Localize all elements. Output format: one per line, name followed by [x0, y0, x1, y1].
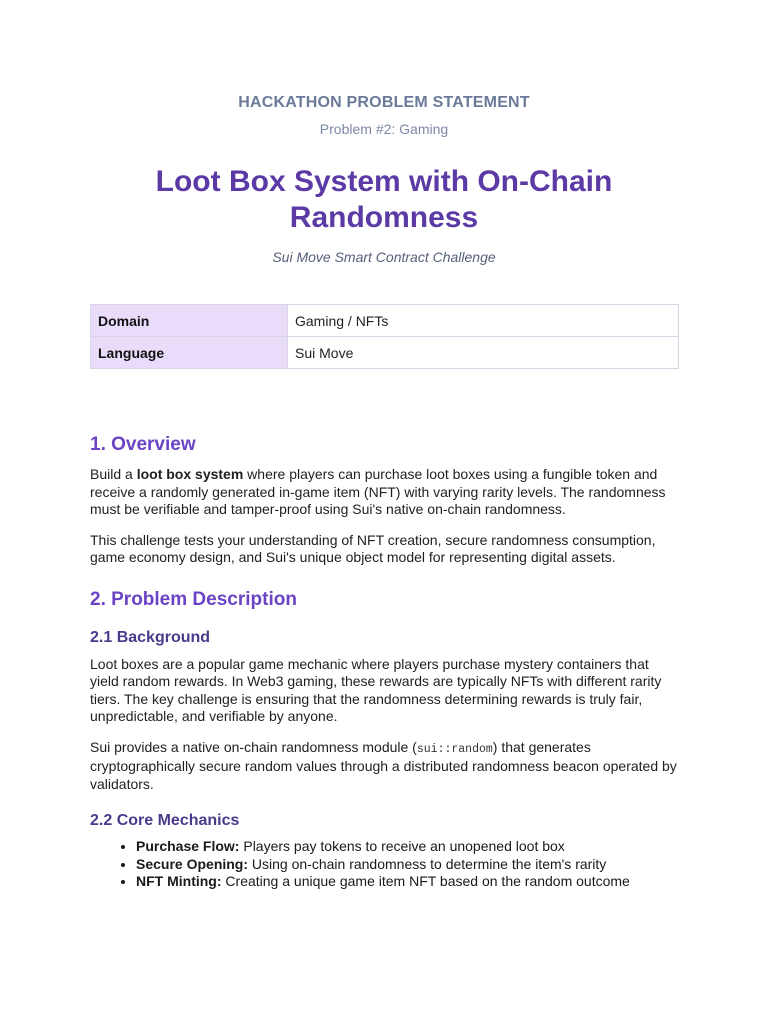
- list-item-label: NFT Minting:: [136, 873, 222, 889]
- table-row: [91, 305, 679, 337]
- meta-value-domain: Gaming / NFTs: [288, 305, 679, 337]
- list-item: [136, 873, 680, 891]
- core-mechanics-list: [90, 838, 680, 891]
- list-item-text: Creating a unique game item NFT based on the random outcome: [221, 873, 630, 889]
- meta-table: [90, 304, 679, 369]
- bold-term: loot box system: [136, 466, 244, 482]
- text-run: Build a: [90, 466, 137, 482]
- list-item-label: Secure Opening:: [136, 855, 249, 872]
- background-paragraph-1: Loot boxes are a popular game mechanic where players purchase mystery containers that yield random rewards. In Web3 gaming, these rewards are typically NFTs with different rarity tiers. The key challenge is ensuring that the randomness determining rewards is truly fair, unpredictable, and verifiable by anyone.: [90, 655, 662, 724]
- list-item-text: Using on-chain randomness to determine the item's rarity: [248, 855, 607, 872]
- background-paragraph-2: [90, 739, 680, 794]
- list-item: [136, 838, 680, 856]
- section-heading-problem-description: 2. Problem Description: [90, 588, 297, 610]
- subsection-heading-background: 2.1 Background: [90, 628, 211, 646]
- subsection-heading-core-mechanics: 2.2 Core Mechanics: [90, 812, 240, 829]
- overview-paragraph-1: [90, 466, 680, 519]
- text-run: where players can purchase loot boxes using a fungible token and receive a randomly generated in-game item (NFT) with varying rarity levels. The randomness must be verifiable and tamper-proof using Sui's native on-chain randomness.: [90, 466, 666, 517]
- meta-key-domain: Domain: [91, 305, 288, 337]
- list-item-label: Purchase Flow:: [136, 838, 240, 854]
- problem-number: Problem #2: Gaming: [319, 121, 449, 137]
- page-subtitle: Sui Move Smart Contract Challenge: [272, 249, 496, 265]
- overview-paragraph-2: This challenge tests your understanding of NFT creation, secure randomness consumption, game economy design, and Sui's unique object model for representing digital assets.: [90, 531, 656, 565]
- table-row: [91, 337, 679, 369]
- section-heading-overview: 1. Overview: [90, 434, 196, 455]
- document-kicker: HACKATHON PROBLEM STATEMENT: [238, 94, 530, 111]
- text-run: ) that generates cryptographically secure random values through a distributed randomness beacon operated by validators.: [90, 738, 677, 792]
- page-title: Loot Box System with On-Chain Randomness: [155, 165, 613, 234]
- meta-value-language: Sui Move: [288, 337, 679, 369]
- text-run: Sui provides a native on-chain randomness module (: [90, 738, 417, 755]
- inline-code: sui::random: [416, 742, 493, 756]
- meta-key-language: Language: [91, 337, 288, 369]
- list-item-text: Players pay tokens to receive an unopened loot box: [239, 838, 565, 854]
- list-item: [136, 856, 680, 874]
- document-body: [90, 432, 680, 891]
